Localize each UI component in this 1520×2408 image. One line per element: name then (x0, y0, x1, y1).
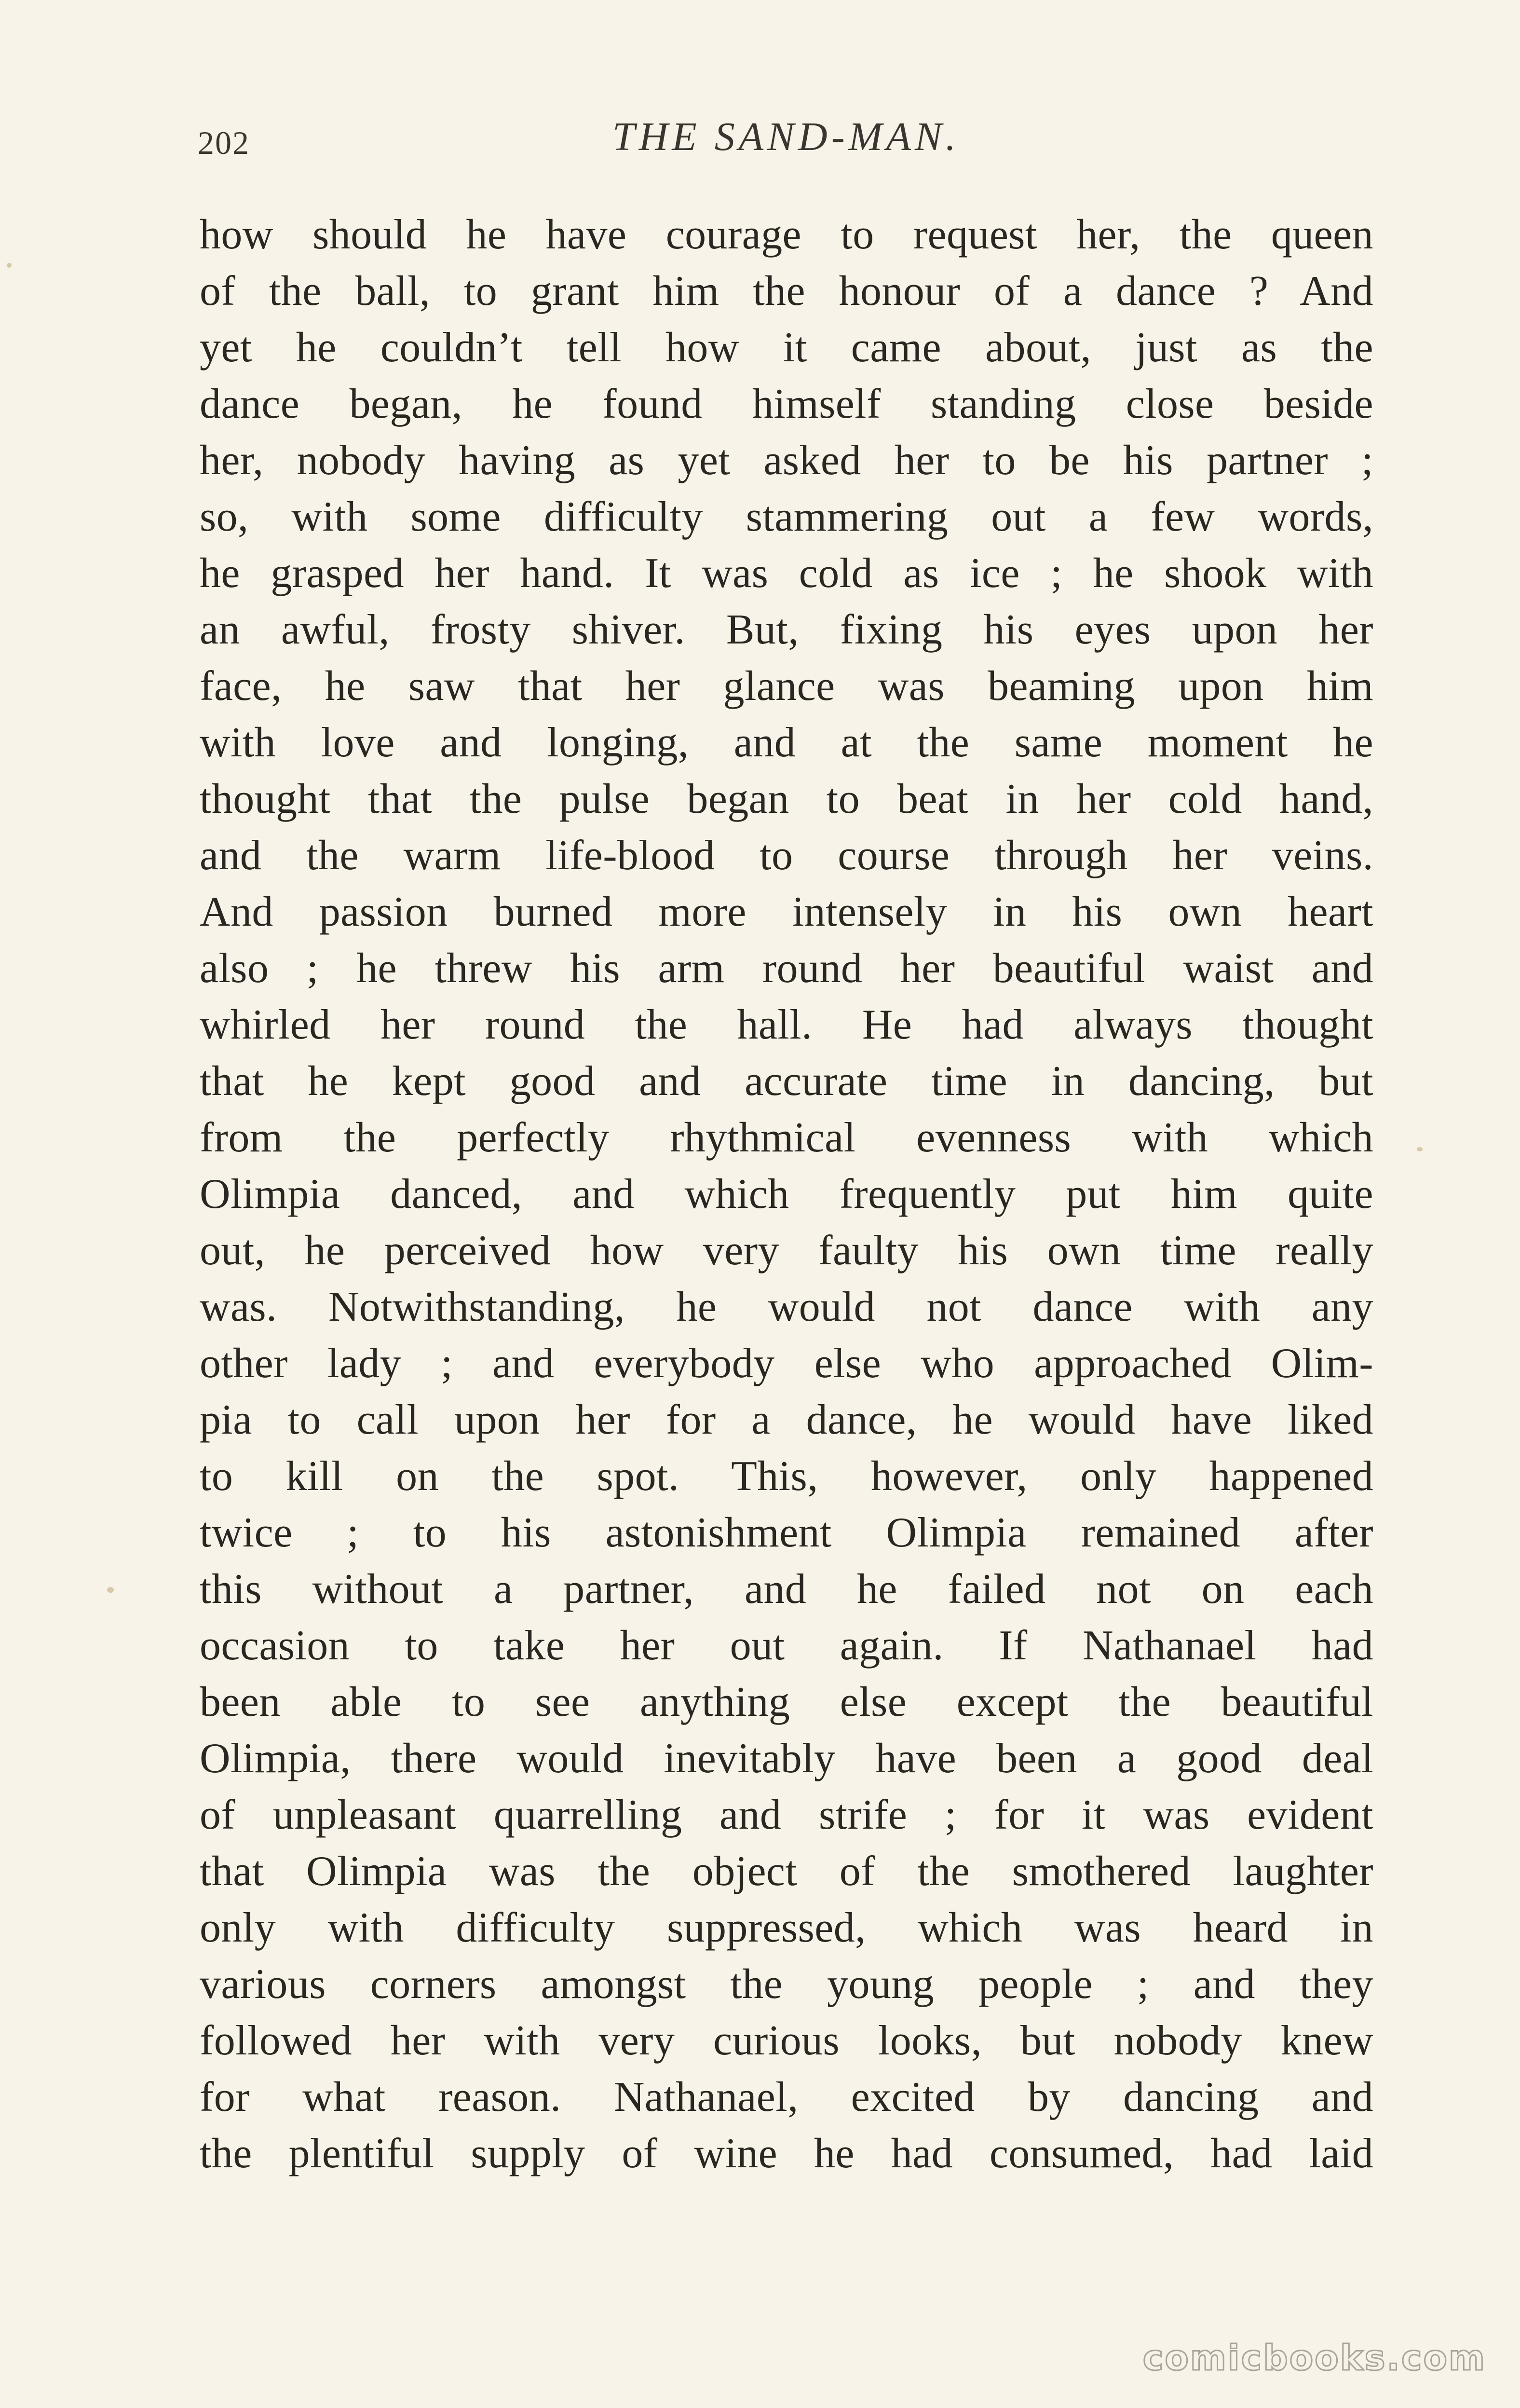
text-line: Olimpia, there would inevitably have been a good deal (200, 1735, 1373, 1782)
text-line: with love and longing, and at the same moment he (200, 719, 1373, 766)
text-line: he grasped her hand. It was cold as ice ; he shook with (200, 550, 1373, 597)
text-line: so, with some difficulty stammering out a few words, (200, 493, 1373, 540)
text-line: to kill on the spot. This, however, only happened (200, 1453, 1373, 1500)
text-line: thought that the pulse began to beat in her cold hand, (200, 776, 1373, 822)
text-line: other lady ; and everybody else who approached Olim- (200, 1340, 1373, 1387)
page-number: 202 (198, 124, 250, 161)
text-line: that he kept good and accurate time in dancing, but (200, 1058, 1373, 1105)
text-line: whirled her round the hall. He had always thought (200, 1001, 1373, 1048)
text-line: this without a partner, and he failed not on each (200, 1566, 1373, 1613)
text-line: was. Notwithstanding, he would not dance with any (200, 1284, 1373, 1330)
text-line: for what reason. Nathanael, excited by dancing and (200, 2074, 1373, 2121)
text-line: the plentiful supply of wine he had consumed, had laid (200, 2130, 1373, 2177)
paper-speck (107, 1587, 114, 1593)
text-line: that Olimpia was the object of the smothered laughter (200, 1848, 1373, 1895)
text-line: followed her with very curious looks, but nobody knew (200, 2017, 1373, 2064)
text-line: occasion to take her out again. If Nathanael had (200, 1622, 1373, 1669)
text-line: face, he saw that her glance was beaming upon him (200, 663, 1373, 710)
watermark: comicbooks.com (1142, 2338, 1486, 2378)
text-line: her, nobody having as yet asked her to be his partner ; (200, 437, 1373, 484)
paper-speck (1417, 1147, 1423, 1151)
text-line: of the ball, to grant him the honour of a dance ? And (200, 268, 1373, 315)
running-head (198, 113, 1374, 171)
body-text (200, 206, 1373, 2182)
text-line: been able to see anything else except the beautiful (200, 1679, 1373, 1725)
text-line: how should he have courage to request her, the queen (200, 211, 1373, 258)
text-line: Olimpia danced, and which frequently put him quite (200, 1171, 1373, 1218)
text-line: pia to call upon her for a dance, he would have liked (200, 1396, 1373, 1443)
text-line: dance began, he found himself standing close beside (200, 381, 1373, 427)
text-line: also ; he threw his arm round her beautiful waist and (200, 945, 1373, 992)
text-line: only with difficulty suppressed, which was heard in (200, 1904, 1373, 1951)
text-line: of unpleasant quarrelling and strife ; for it was evident (200, 1792, 1373, 1838)
text-line: an awful, frosty shiver. But, fixing his eyes upon her (200, 606, 1373, 653)
text-line: twice ; to his astonishment Olimpia remained after (200, 1509, 1373, 1556)
text-line: And passion burned more intensely in his own heart (200, 889, 1373, 935)
text-line: out, he perceived how very faulty his own time really (200, 1227, 1373, 1274)
text-line: and the warm life-blood to course through her veins. (200, 832, 1373, 879)
text-line: from the perfectly rhythmical evenness with which (200, 1114, 1373, 1161)
paper-speck (7, 263, 12, 268)
text-line: various corners amongst the young people ; and they (200, 1961, 1373, 2008)
running-title: THE SAND-MAN. (612, 114, 960, 159)
text-line: yet he couldn’t tell how it came about, just as the (200, 324, 1373, 371)
